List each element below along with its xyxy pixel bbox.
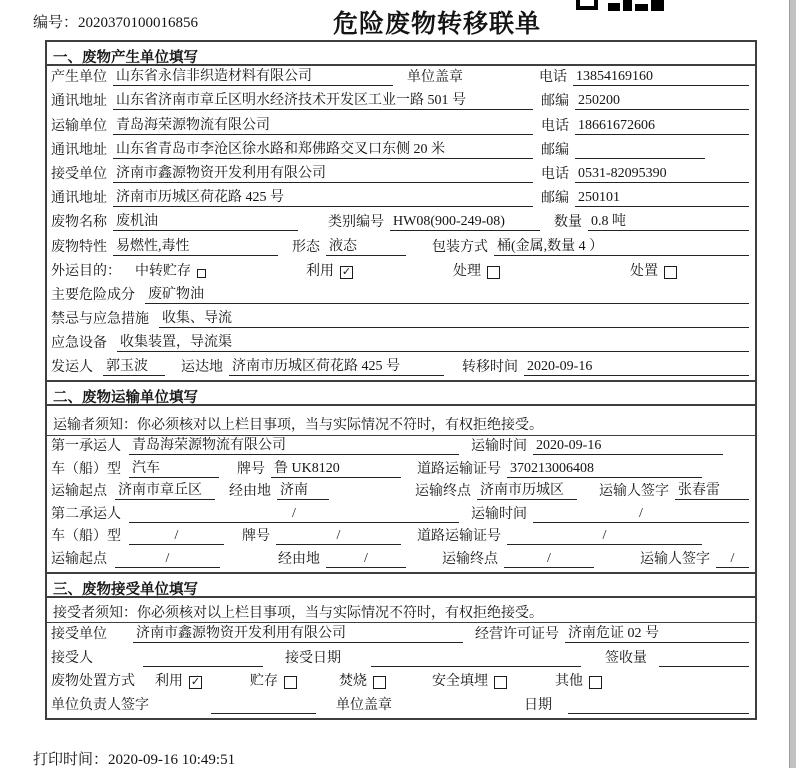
origin2-label: 运输起点 — [51, 552, 107, 567]
checkbox-disposal-store — [284, 676, 297, 689]
second-carrier-value: / — [129, 506, 459, 523]
row-transporter-address — [47, 139, 755, 163]
row-transfer-purpose — [47, 260, 755, 284]
quantity-label: 数量 — [554, 215, 582, 231]
transfer-time-value: 2020-09-16 — [524, 359, 749, 376]
producer-zip-label: 邮编 — [541, 94, 569, 110]
receiving-unit-label: 接受单位 — [51, 626, 107, 642]
print-time-value: 2020-09-16 10:49:51 — [108, 752, 236, 768]
via1-value: 济南 — [277, 483, 329, 500]
waste-character-label: 废物特性 — [51, 239, 107, 255]
transport-time1-label: 运输时间 — [471, 439, 527, 455]
road-license1-label: 道路运输证号 — [417, 461, 501, 477]
serial-label: 编号： — [33, 15, 79, 31]
destination-value: 济南市历城区荷花路 425 号 — [229, 359, 444, 376]
row-vehicle2 — [47, 527, 755, 550]
purpose-option-dispose: 处置 — [630, 263, 658, 279]
section-receiver-header: 三、废物接受单位填写 — [47, 574, 755, 598]
carrier1-signature-label: 运输人签字 — [599, 484, 669, 500]
row-waste-name — [47, 211, 755, 235]
unit-seal2-label: 单位盖章 — [336, 698, 392, 714]
carrier2-signature-value: / — [716, 551, 749, 568]
purpose-label: 外运目的： — [51, 263, 121, 279]
row-shipper — [47, 356, 755, 380]
origin1-label: 运输起点 — [51, 484, 107, 500]
receiver-zip-value: 250101 — [575, 190, 749, 207]
road-license1-value: 370213006408 — [507, 461, 702, 478]
waste-name-value: 废机油 — [113, 214, 298, 231]
transporter-address-label: 通讯地址 — [51, 142, 107, 158]
purpose-option-storage: 中转贮存 — [135, 263, 191, 279]
receiver-zip-label: 邮编 — [541, 191, 569, 207]
first-carrier-label: 第一承运人 — [51, 439, 121, 455]
category-code-label: 类别编号 — [328, 215, 384, 231]
via2-value: / — [326, 551, 406, 568]
receiver-label: 接受单位 — [51, 166, 107, 182]
form-state-value: 液态 — [326, 239, 406, 256]
quantity-value: 0.8 吨 — [588, 214, 749, 231]
serial-value: 2020370100016856 — [78, 15, 199, 31]
receiver-address-value: 济南市历城区荷花路 425 号 — [113, 190, 533, 207]
transporter-phone-label: 电话 — [541, 118, 569, 134]
row-emergency-equipment — [47, 332, 755, 356]
transfer-time-label: 转移时间 — [462, 360, 518, 376]
recipient-value — [143, 651, 263, 667]
row-vehicle1 — [47, 459, 755, 482]
receive-date-label: 接受日期 — [285, 650, 341, 666]
section-receiver — [47, 572, 755, 718]
section-transport-header: 二、废物运输单位填写 — [47, 382, 755, 406]
taboo-measures-value: 收集、导流 — [159, 311, 749, 328]
responsible-signature-label: 单位负责人签字 — [51, 698, 149, 714]
responsible-signature-line — [211, 698, 316, 714]
checkbox-disposal-landfill — [494, 676, 507, 689]
permit-value: 济南危证 02 号 — [565, 626, 749, 643]
endpoint2-label: 运输终点 — [442, 552, 498, 567]
producer-phone-value: 13854169160 — [573, 69, 749, 86]
row-recipient — [47, 647, 755, 671]
window-edge-strip — [789, 0, 796, 768]
checkbox-disposal-other — [589, 676, 602, 689]
row-receiver — [47, 163, 755, 187]
transporter-zip-label: 邮编 — [541, 142, 569, 158]
via1-label: 经由地 — [229, 484, 271, 500]
row-disposal-method — [47, 671, 755, 695]
vehicle-type2-value: / — [129, 528, 224, 545]
transporter-value: 青岛海荣源物流有限公司 — [113, 118, 533, 135]
taboo-measures-label: 禁忌与应急措施 — [51, 312, 149, 328]
transport-time2-label: 运输时间 — [471, 506, 527, 522]
transfer-manifest-form — [45, 40, 757, 720]
serial-number — [33, 11, 198, 32]
vehicle-type1-value: 汽车 — [129, 461, 219, 478]
transporter-phone-value: 18661672606 — [575, 118, 749, 135]
unit-seal-label: 单位盖章 — [407, 70, 463, 86]
received-amount-label: 签收量 — [605, 650, 647, 666]
producer-zip-value: 250200 — [575, 93, 749, 110]
endpoint1-label: 运输终点 — [415, 484, 471, 500]
transporter-label: 运输单位 — [51, 118, 107, 134]
checkbox-treat — [487, 266, 500, 279]
endpoint2-value: / — [504, 551, 594, 568]
section-transport — [47, 380, 755, 572]
row-second-carrier — [47, 504, 755, 527]
print-time-label: 打印时间： — [33, 752, 109, 768]
packing-value: 桶(金属,数量 4 ） — [494, 239, 749, 256]
purpose-option-utilize: 利用 — [306, 263, 334, 279]
disposal-method-label: 废物处置方式 — [51, 674, 135, 690]
row-responsible-signature — [47, 694, 755, 718]
origin1-value: 济南市章丘区 — [115, 483, 215, 500]
print-time — [33, 748, 235, 769]
receiving-unit-value: 济南市鑫源物资开发利用有限公司 — [133, 626, 463, 643]
emergency-equipment-label: 应急设备 — [51, 336, 107, 352]
vehicle-type2-label: 车（船）型 — [51, 529, 121, 545]
checkbox-disposal-utilize: ✓ — [190, 675, 201, 689]
recipient-label: 接受人 — [51, 650, 93, 666]
row-first-carrier — [47, 436, 755, 459]
disposal-option-landfill: 安全填埋 — [432, 674, 488, 690]
producer-phone-label: 电话 — [539, 70, 567, 86]
vehicle-type1-label: 车（船）型 — [51, 461, 121, 477]
transport-notice: 运输者须知：你必须核对以上栏目事项，当与实际情况不符时，有权拒绝接受。 — [47, 406, 755, 436]
transport-time2-value: / — [533, 506, 749, 523]
section-producer-header: 一、废物产生单位填写 — [47, 42, 755, 66]
permit-label: 经营许可证号 — [475, 626, 559, 642]
checkbox-dispose — [664, 266, 677, 279]
row-receiver-address — [47, 187, 755, 211]
transport-time1-value: 2020-09-16 — [533, 438, 723, 455]
receiver-phone-value: 0531-82095390 — [575, 166, 749, 183]
row-hazard-component — [47, 284, 755, 308]
packing-label: 包装方式 — [432, 239, 488, 255]
form-state-label: 形态 — [292, 239, 320, 255]
shipper-label: 发运人 — [51, 360, 93, 376]
disposal-option-other: 其他 — [555, 674, 583, 690]
plate2-label: 牌号 — [242, 529, 270, 545]
waste-name-label: 废物名称 — [51, 215, 107, 231]
first-carrier-value: 青岛海荣源物流有限公司 — [129, 438, 459, 455]
row-producer-address — [47, 90, 755, 114]
category-code-value: HW08(900-249-08) — [390, 214, 540, 231]
endpoint1-value: 济南市历城区 — [477, 483, 577, 500]
row-receiving-unit — [47, 623, 755, 647]
carrier1-signature-value: 张春雷 — [675, 483, 749, 500]
plate1-label: 牌号 — [237, 461, 265, 477]
hazard-component-label: 主要危险成分 — [51, 287, 135, 303]
date-label: 日期 — [524, 698, 552, 714]
road-license2-label: 道路运输证号 — [417, 529, 501, 545]
origin2-value: / — [115, 551, 220, 568]
receiver-notice: 接受者须知：你必须核对以上栏目事项，当与实际情况不符时，有权拒绝接受。 — [47, 598, 755, 623]
producer-address-value: 山东省济南市章丘区明水经济技术开发区工业一路 501 号 — [113, 93, 533, 110]
qr-code-fragment-icon — [576, 0, 664, 11]
road-license2-value: / — [507, 528, 702, 545]
emergency-equipment-value: 收集装置，导流渠 — [117, 335, 749, 352]
row-route2 — [47, 549, 755, 572]
checkbox-disposal-incinerate — [373, 676, 386, 689]
row-waste-character — [47, 235, 755, 259]
page-title: 危险废物转移联单 — [333, 11, 542, 38]
date-line — [568, 698, 749, 714]
receiver-address-label: 通讯地址 — [51, 191, 107, 207]
transporter-address-value: 山东省青岛市李沧区徐水路和郑佛路交叉口东侧 20 米 — [113, 142, 533, 159]
transporter-zip-value — [575, 143, 705, 159]
second-carrier-label: 第二承运人 — [51, 506, 121, 522]
waste-character-value: 易燃性,毒性 — [113, 239, 278, 256]
receive-date-value — [371, 651, 581, 667]
destination-label: 运达地 — [181, 360, 223, 376]
producer-address-label: 通讯地址 — [51, 94, 107, 110]
producer-label: 产生单位 — [51, 70, 107, 86]
checkbox-utilize: ✓ — [341, 264, 352, 278]
hazard-component-value: 废矿物油 — [145, 287, 749, 304]
producer-value: 山东省永信非织造材料有限公司 — [113, 69, 393, 86]
shipper-value: 郭玉波 — [103, 359, 165, 376]
row-producer — [47, 66, 755, 90]
section-producer — [47, 42, 755, 380]
via2-label: 经由地 — [278, 552, 320, 567]
received-amount-value — [659, 651, 749, 667]
disposal-option-store: 贮存 — [250, 674, 278, 690]
purpose-option-treat: 处理 — [453, 263, 481, 279]
disposal-option-incinerate: 焚烧 — [339, 674, 367, 690]
disposal-option-utilize: 利用 — [155, 674, 183, 690]
row-route1 — [47, 482, 755, 505]
plate2-value: / — [276, 528, 401, 545]
carrier2-signature-label: 运输人签字 — [640, 552, 710, 567]
checkbox-storage — [197, 269, 206, 278]
row-transporter — [47, 114, 755, 138]
plate1-value: 鲁 UK8120 — [271, 461, 401, 478]
receiver-value: 济南市鑫源物资开发利用有限公司 — [113, 166, 533, 183]
receiver-phone-label: 电话 — [541, 166, 569, 182]
row-taboo-measures — [47, 308, 755, 332]
